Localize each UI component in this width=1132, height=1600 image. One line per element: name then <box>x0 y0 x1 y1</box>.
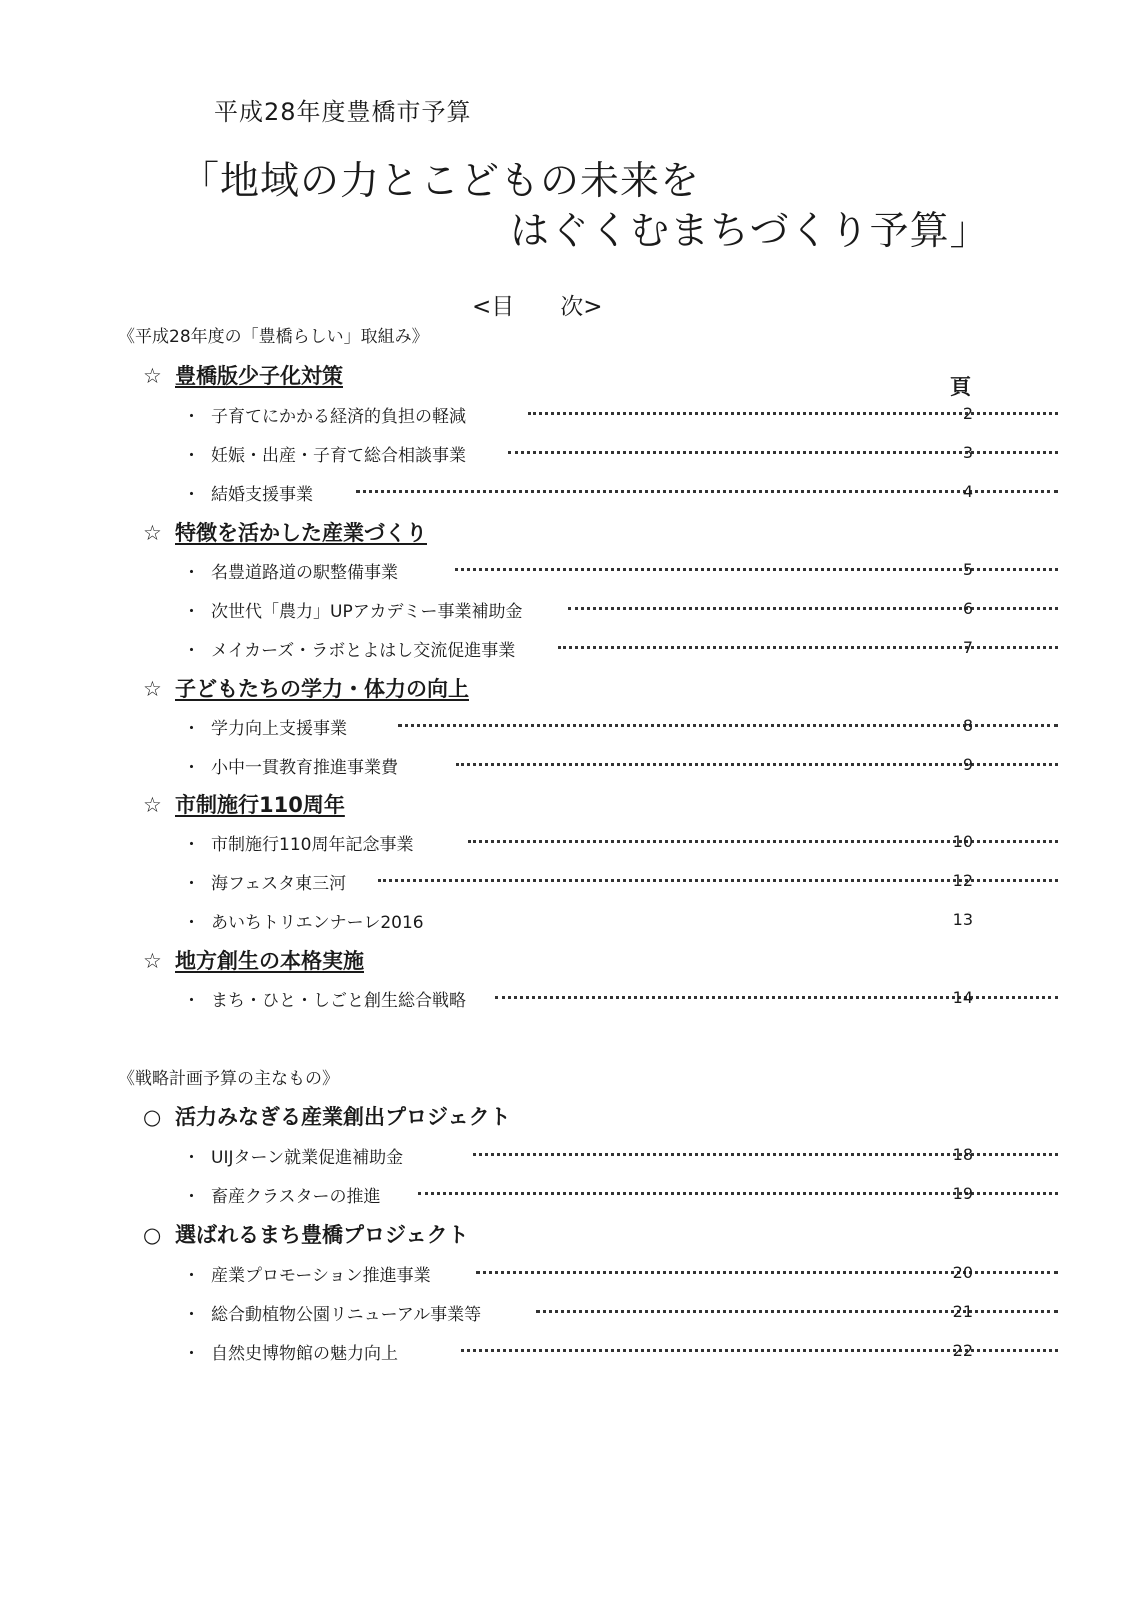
toc-entry-page: 18 <box>952 1145 973 1164</box>
toc-entry-page: 22 <box>952 1341 973 1360</box>
toc-entry[interactable] <box>183 753 973 779</box>
toc-entry-label: 結婚支援事業 <box>211 480 323 505</box>
star-icon: ☆ <box>143 793 162 817</box>
toc-entry-label: まち・ひと・しごと創生総合戦略 <box>211 986 476 1011</box>
section-title: 豊橋版少子化対策 <box>175 364 343 388</box>
toc-entry-label: 次世代「農力」UPアカデミー事業補助金 <box>211 597 533 622</box>
toc-entry-page: 13 <box>952 910 973 929</box>
bullet: ・ <box>183 1344 200 1364</box>
page-column-label: 頁 <box>950 375 971 399</box>
section-heading <box>143 789 345 819</box>
bullet: ・ <box>183 602 200 622</box>
section-title: 選ばれるまち豊橋プロジェクト <box>175 1223 469 1247</box>
toc-entry-label: 市制施行110周年記念事業 <box>211 830 423 855</box>
section-heading <box>143 1219 469 1249</box>
toc-entry-page: 6 <box>962 599 973 618</box>
bullet: ・ <box>183 835 200 855</box>
toc-entry[interactable] <box>183 986 973 1012</box>
bullet: ・ <box>183 563 200 583</box>
section-heading <box>143 517 427 547</box>
toc-entry[interactable] <box>183 1143 973 1169</box>
toc-entry[interactable] <box>183 558 973 584</box>
section-title: 活力みなぎる産業創出プロジェクト <box>175 1105 511 1129</box>
section-title: 子どもたちの学力・体力の向上 <box>175 677 469 701</box>
bullet: ・ <box>183 719 200 739</box>
toc-entry-page: 7 <box>962 638 973 657</box>
budget-subtitle: 平成28年度豊橋市予算 <box>214 98 472 126</box>
bullet: ・ <box>183 913 200 933</box>
star-icon: ☆ <box>143 364 162 388</box>
toc-heading: <目 次> <box>472 294 603 320</box>
dot-leader <box>508 451 1058 454</box>
group-label-strategic-plan: 《戦略計画予算の主なもの》 <box>118 1069 339 1089</box>
toc-entry[interactable] <box>183 402 973 428</box>
toc-entry-label: 畜産クラスターの推進 <box>211 1182 391 1207</box>
toc-entry-page: 12 <box>952 871 973 890</box>
dot-leader <box>536 1310 1058 1313</box>
toc-entry-label: 学力向上支援事業 <box>211 714 357 739</box>
star-icon: ☆ <box>143 949 162 973</box>
dot-leader <box>495 996 1058 999</box>
section-title: 市制施行110周年 <box>175 793 345 817</box>
toc-entry[interactable] <box>183 636 973 662</box>
toc-entry[interactable] <box>183 1182 973 1208</box>
toc-entry-page: 20 <box>952 1263 973 1282</box>
section-title: 特徴を活かした産業づくり <box>175 521 427 545</box>
star-icon: ☆ <box>143 521 162 545</box>
section-heading <box>143 360 343 390</box>
section-heading <box>143 673 469 703</box>
group-label-toyohashi-initiatives: 《平成28年度の「豊橋らしい」取組み》 <box>118 327 429 347</box>
toc-entry-label: 自然史博物館の魅力向上 <box>211 1339 408 1364</box>
bullet: ・ <box>183 1187 200 1207</box>
toc-entry[interactable] <box>183 597 973 623</box>
toc-entry-label: メイカーズ・ラボとよはし交流促進事業 <box>211 636 525 661</box>
toc-entry-label: あいちトリエンナーレ2016 <box>211 908 434 933</box>
toc-entry-page: 14 <box>952 988 973 1007</box>
toc-entry-page: 5 <box>962 560 973 579</box>
toc-entry-page: 9 <box>962 755 973 774</box>
section-heading <box>143 1101 511 1131</box>
toc-entry[interactable] <box>183 830 973 856</box>
circle-icon: ○ <box>143 1223 162 1247</box>
bullet: ・ <box>183 446 200 466</box>
bullet: ・ <box>183 641 200 661</box>
bullet: ・ <box>183 874 200 894</box>
star-icon: ☆ <box>143 677 162 701</box>
section-heading <box>143 945 364 975</box>
toc-entry[interactable] <box>183 1300 973 1326</box>
toc-entry-page: 3 <box>962 443 973 462</box>
title-line-1: 「地域の力とこどもの未来を <box>180 159 701 204</box>
toc-entry-label: 小中一貫教育推進事業費 <box>211 753 408 778</box>
toc-entry-label: 海フェスタ東三河 <box>211 869 356 894</box>
toc-entry-label: 子育てにかかる経済的負担の軽減 <box>211 402 476 427</box>
toc-entry[interactable] <box>183 1339 973 1365</box>
toc-entry-page: 8 <box>962 716 973 735</box>
bullet: ・ <box>183 1266 200 1286</box>
toc-entry-page: 19 <box>952 1184 973 1203</box>
toc-entry[interactable] <box>183 1261 973 1287</box>
bullet: ・ <box>183 1305 200 1325</box>
toc-entry[interactable] <box>183 441 973 467</box>
title-line-2: はぐくむまちづくり予算」 <box>510 209 990 254</box>
toc-entry-page: 21 <box>952 1302 973 1321</box>
dot-leader <box>568 607 1058 610</box>
dot-leader <box>528 412 1058 415</box>
circle-icon: ○ <box>143 1105 162 1129</box>
bullet: ・ <box>183 991 200 1011</box>
dot-leader <box>558 646 1058 649</box>
toc-entry-page: 4 <box>962 482 973 501</box>
toc-entry-label: 産業プロモーション推進事業 <box>211 1261 441 1286</box>
toc-entry-page: 2 <box>962 404 973 423</box>
toc-entry[interactable] <box>183 714 973 740</box>
bullet: ・ <box>183 407 200 427</box>
toc-entry[interactable] <box>183 908 973 934</box>
section-title: 地方創生の本格実施 <box>175 949 364 973</box>
toc-entry-page: 10 <box>952 832 973 851</box>
toc-entry-label: 総合動植物公園リニューアル事業等 <box>211 1300 491 1325</box>
toc-entry[interactable] <box>183 869 973 895</box>
toc-entry-label: UIJターン就業促進補助金 <box>211 1143 413 1168</box>
toc-entry-label: 妊娠・出産・子育て総合相談事業 <box>211 441 476 466</box>
bullet: ・ <box>183 485 200 505</box>
toc-entry[interactable] <box>183 480 973 506</box>
bullet: ・ <box>183 1148 200 1168</box>
toc-entry-label: 名豊道路道の駅整備事業 <box>211 558 408 583</box>
bullet: ・ <box>183 758 200 778</box>
